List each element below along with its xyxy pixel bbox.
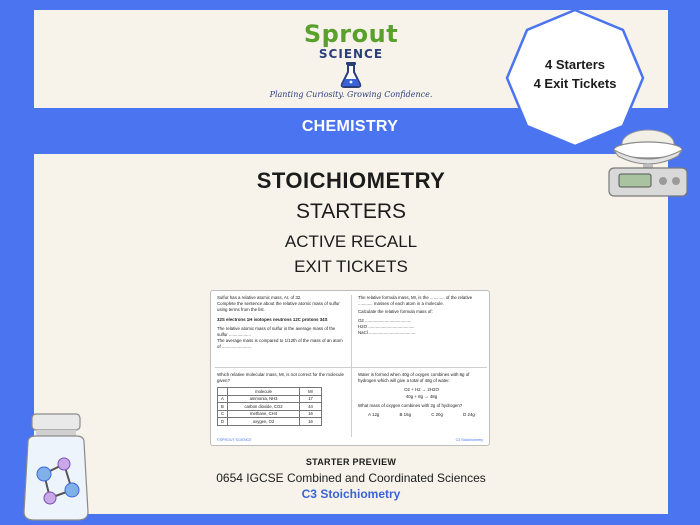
flask-icon <box>340 62 362 88</box>
preview-footer-right: C3 Stoichiometry <box>455 437 483 442</box>
preview-footer-left: ©SPROUT SCIENCE <box>217 437 252 442</box>
table-row: A ammonia, NH3 17 <box>218 395 322 403</box>
resource-line-starters: STARTERS <box>295 200 407 223</box>
resource-line-recall: ACTIVE RECALL <box>284 232 418 251</box>
course-name: 0654 IGCSE Combined and Coordinated Sciences <box>216 471 486 485</box>
weighing-scale-icon <box>603 120 693 200</box>
badge-text <box>505 55 645 93</box>
badge-exit-tickets: 4 Exit Tickets <box>533 76 617 91</box>
table-row: molecule Mr <box>218 388 322 396</box>
brand-name-bottom: SCIENCE <box>318 47 384 61</box>
preview-question-3: Which relative molecular mass, Mr, is not correct for the molecule given? molecule Mr A ammonia, NH3 17 B carbon dioxide, CO2 44 C methane, CH4 16 D oxygen, O2 16 <box>211 368 351 430</box>
preview-question-4: Water is formed when 40g of oxygen combines with 8g of hydrogen which will give a total of 48g of water. O2 + H2 → 2H2O 40g + 8g → 48g What mass of oxygen combines with 2g of hydrogen? A 12g B 16g C 20g D 24g <box>352 368 490 422</box>
resource-line-exit: EXIT TICKETS <box>294 257 408 276</box>
brand-tagline: Planting Curiosity. Growing Confidence. <box>269 90 433 99</box>
table-row: B carbon dioxide, CO2 44 <box>218 403 322 411</box>
preview-mr-table <box>217 387 322 426</box>
preview-question-1: Sulfur has a relative atomic mass, Ar, of 32. Complete the sentence about the relative atomic mass of sulfur using terms from the list. 32S electrons 1H isotopes neutrons 12C protons 34S The relative atomic mass of sulfur is the average mass of the sulfur .................. The average mass is compared to 1/12th of the mass of an atom of ........................ <box>217 295 343 350</box>
table-row: D oxygen, O2 16 <box>218 418 322 426</box>
unit-name: C3 Stoichiometry <box>301 487 401 501</box>
table-row: C methane, CH4 16 <box>218 410 322 418</box>
content-panel <box>34 154 668 514</box>
preview-answer-options: A 12g B 16g C 20g D 24g <box>368 412 475 418</box>
subject-label: CHEMISTRY <box>301 118 399 135</box>
molecule-jar-icon <box>16 412 96 522</box>
preview-question-2: The relative formula mass, Mr, is the ............ of the relative ............ masses of each atom in a molecule. Calculate the relative formula mass of: O2 ...................................... H2O ...................................... NaCl ...................................... <box>358 295 473 336</box>
badge-starters: 4 Starters <box>545 57 605 72</box>
resource-title: STOICHIOMETRY <box>256 168 446 193</box>
brand-name-top: Sprout <box>303 20 399 48</box>
starter-preview-thumbnail <box>210 290 490 446</box>
preview-label: STARTER PREVIEW <box>305 457 397 467</box>
